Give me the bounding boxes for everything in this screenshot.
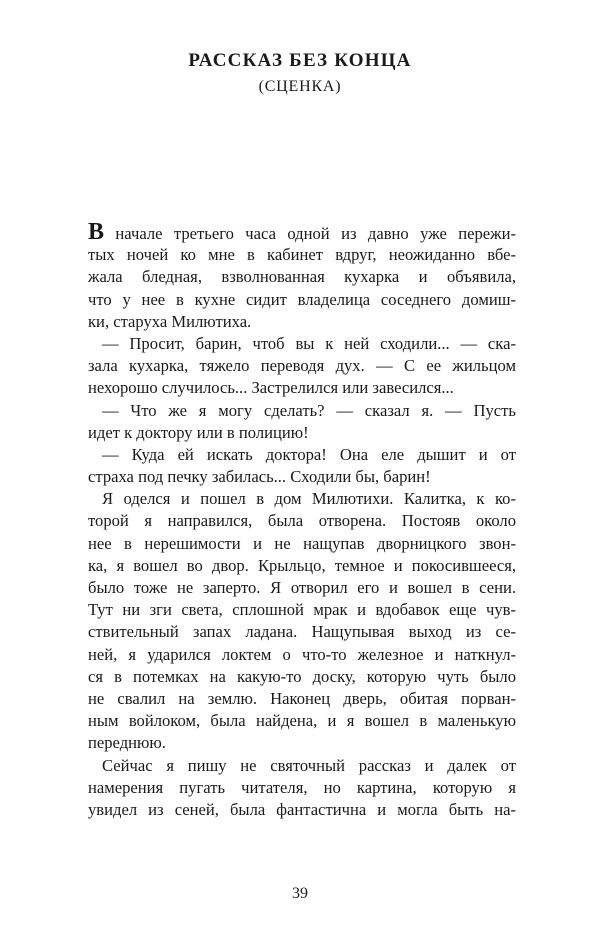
text-line: что у нее в кухне сидит владелица соседнего домиш- bbox=[88, 289, 516, 309]
text-line: было тоже не заперто. Я отворил его и вошел в сени. bbox=[88, 578, 516, 597]
text-line: ки, старуха Милютиха. bbox=[88, 311, 252, 331]
text-line: идет к доктору или в полицию! bbox=[88, 422, 309, 442]
text-line: В начале третьего часа одной из давно уже пережи- bbox=[88, 219, 516, 245]
page-number: 39 bbox=[292, 885, 308, 902]
text-line: торой я направился, была отворена. Постояв около bbox=[88, 511, 516, 531]
text-line: ся в потемках на какую-то доску, которую чуть было bbox=[88, 666, 516, 686]
text-line: зала кухарка, тяжело переводя дух. — С ее жильцом bbox=[88, 356, 516, 376]
text-line: — Куда ей искать доктора! Она еле дышит и от bbox=[102, 444, 516, 464]
story-title: РАССКАЗ БЕЗ КОНЦА bbox=[188, 50, 412, 71]
text-line: не свалил на землю. Наконец дверь, обитая порван- bbox=[88, 688, 516, 708]
text-line: увидел из сеней, была фантастична и могла быть на- bbox=[88, 799, 516, 819]
drop-cap: В bbox=[88, 219, 105, 245]
text-line: Сейчас я пишу не святочный рассказ и далек от bbox=[102, 755, 516, 775]
text-line: ка, я вошел во двор. Крыльцо, темное и покосившееся, bbox=[88, 555, 516, 575]
text-line: Я оделся и пошел в дом Милютихи. Калитка, к ко- bbox=[102, 489, 516, 509]
text-line: — Просит, барин, чтоб вы к ней сходили... — ска- bbox=[102, 333, 516, 353]
text-line: намерения пугать читателя, но картина, которую я bbox=[88, 777, 516, 797]
story-body bbox=[88, 219, 516, 821]
text-line: жала бледная, взволнованная кухарка и объявила, bbox=[88, 267, 516, 287]
story-subtitle: (СЦЕНКА) bbox=[258, 78, 342, 95]
text-line: переднюю. bbox=[88, 733, 166, 753]
text-line: — Что же я могу сделать? — сказал я. — Пусть bbox=[102, 400, 516, 420]
text-line: ствительный запах ладана. Нащупывая выход из се- bbox=[88, 622, 516, 642]
text-line: тых ночей ко мне в кабинет вдруг, неожиданно вбе- bbox=[88, 245, 516, 265]
text-line: Тут ни зги света, сплошной мрак и вдобавок еще чув- bbox=[88, 600, 516, 620]
text-line: нехорошо случилось... Застрелился или завесился... bbox=[88, 378, 454, 398]
text-line: страха под печку забилась... Сходили бы, барин! bbox=[88, 467, 431, 487]
text-line: ным войлоком, была найдена, и я вошел в маленькую bbox=[88, 711, 516, 731]
text-line: ней, я ударился локтем о что-то железное и наткнул- bbox=[88, 644, 516, 664]
text-line: нее в нерешимости и не нащупав дворницкого звон- bbox=[88, 533, 516, 553]
